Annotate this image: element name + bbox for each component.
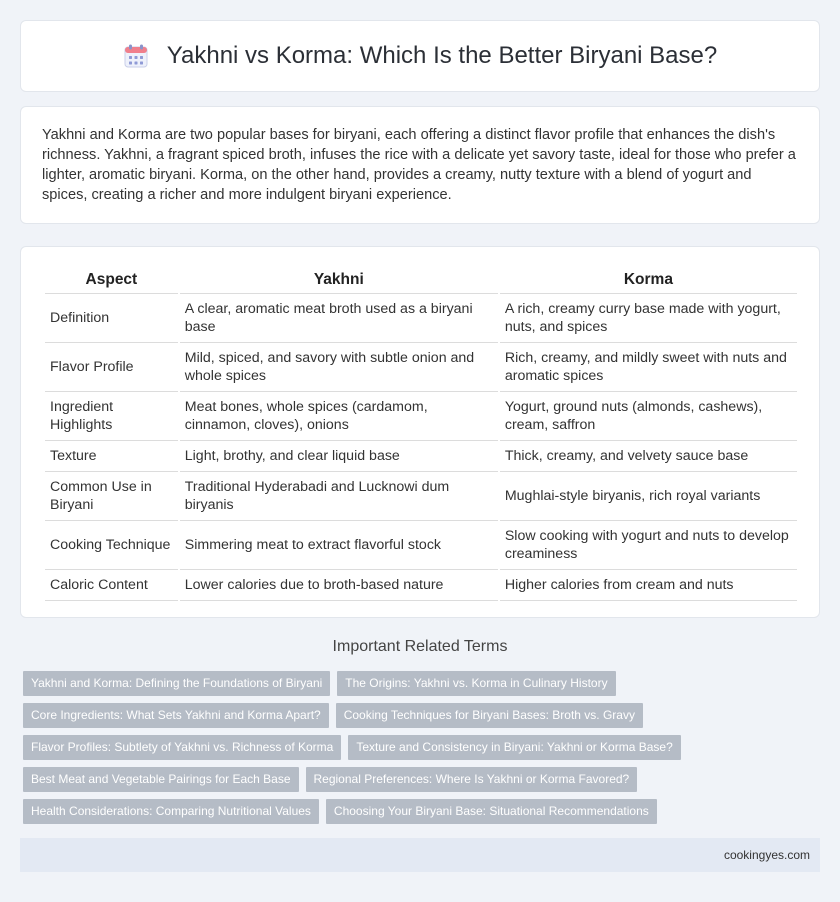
related-terms-title: Important Related Terms xyxy=(332,638,508,655)
related-term-tag[interactable]: Yakhni and Korma: Defining the Foundations of Biryani xyxy=(23,671,330,696)
related-term-tag[interactable]: The Origins: Yakhni vs. Korma in Culinary History xyxy=(337,671,615,696)
cell-yakhni: Mild, spiced, and savory with subtle onion and whole spices xyxy=(180,343,498,392)
tag-row xyxy=(23,767,823,792)
comparison-table-card xyxy=(20,246,820,618)
cell-aspect: Cooking Technique xyxy=(45,521,178,570)
comparison-table xyxy=(43,267,799,601)
cell-korma: Yogurt, ground nuts (almonds, cashews), cream, saffron xyxy=(500,392,797,441)
cell-aspect: Texture xyxy=(45,441,178,472)
cell-yakhni: A clear, aromatic meat broth used as a biryani base xyxy=(180,294,498,343)
cell-korma: A rich, creamy curry base made with yogurt, nuts, and spices xyxy=(500,294,797,343)
header-aspect: Aspect xyxy=(45,267,178,294)
cell-yakhni: Light, brothy, and clear liquid base xyxy=(180,441,498,472)
table-header-row xyxy=(45,267,797,294)
table-row xyxy=(45,521,797,570)
calendar-icon xyxy=(123,43,149,69)
intro-card xyxy=(20,106,820,224)
related-term-tag[interactable]: Cooking Techniques for Biryani Bases: Broth vs. Gravy xyxy=(336,703,643,728)
related-term-tag[interactable]: Choosing Your Biryani Base: Situational Recommendations xyxy=(326,799,657,824)
related-term-tag[interactable]: Core Ingredients: What Sets Yakhni and Korma Apart? xyxy=(23,703,329,728)
header-yakhni: Yakhni xyxy=(180,267,498,294)
cell-aspect: Common Use in Biryani xyxy=(45,472,178,521)
related-term-tag[interactable]: Texture and Consistency in Biryani: Yakhni or Korma Base? xyxy=(348,735,680,760)
cell-korma: Thick, creamy, and velvety sauce base xyxy=(500,441,797,472)
related-term-tag[interactable]: Health Considerations: Comparing Nutritional Values xyxy=(23,799,319,824)
related-terms-tags xyxy=(23,671,823,831)
tag-row xyxy=(23,703,823,728)
related-term-tag[interactable]: Regional Preferences: Where Is Yakhni or Korma Favored? xyxy=(306,767,638,792)
table-row xyxy=(45,343,797,392)
cell-korma: Slow cooking with yogurt and nuts to develop creaminess xyxy=(500,521,797,570)
cell-aspect: Caloric Content xyxy=(45,570,178,601)
cell-yakhni: Lower calories due to broth-based nature xyxy=(180,570,498,601)
tag-row xyxy=(23,671,823,696)
table-row xyxy=(45,472,797,521)
header-card xyxy=(20,20,820,92)
table-row xyxy=(45,441,797,472)
tag-row xyxy=(23,799,823,824)
cell-korma: Higher calories from cream and nuts xyxy=(500,570,797,601)
cell-aspect: Definition xyxy=(45,294,178,343)
intro-paragraph: Yakhni and Korma are two popular bases for biryani, each offering a distinct flavor profile that enhances the dish's richness. Yakhni, a fragrant spiced broth, infuses the rice with a delicate yet savory taste, ideal for those who prefer a lighter, aromatic biryani. Korma, on the other hand, provides a creamy, nutty texture with a blend of yogurt and spices, creating a richer and more indulgent biryani experience. xyxy=(42,127,796,203)
footer-site-link[interactable]: cookingyes.com xyxy=(723,848,810,862)
cell-korma: Mughlai-style biryanis, rich royal variants xyxy=(500,472,797,521)
cell-aspect: Ingredient Highlights xyxy=(45,392,178,441)
title-wrap xyxy=(123,42,717,70)
table-row xyxy=(45,570,797,601)
cell-yakhni: Meat bones, whole spices (cardamom, cinnamon, cloves), onions xyxy=(180,392,498,441)
table-row xyxy=(45,294,797,343)
table-row xyxy=(45,392,797,441)
cell-aspect: Flavor Profile xyxy=(45,343,178,392)
related-term-tag[interactable]: Flavor Profiles: Subtlety of Yakhni vs. Richness of Korma xyxy=(23,735,341,760)
cell-yakhni: Traditional Hyderabadi and Lucknowi dum biryanis xyxy=(180,472,498,521)
footer xyxy=(20,838,820,872)
tag-row xyxy=(23,735,823,760)
header-korma: Korma xyxy=(500,267,797,294)
page-title: Yakhni vs Korma: Which Is the Better Biryani Base? xyxy=(166,42,718,69)
cell-yakhni: Simmering meat to extract flavorful stock xyxy=(180,521,498,570)
cell-korma: Rich, creamy, and mildly sweet with nuts and aromatic spices xyxy=(500,343,797,392)
related-term-tag[interactable]: Best Meat and Vegetable Pairings for Each Base xyxy=(23,767,299,792)
